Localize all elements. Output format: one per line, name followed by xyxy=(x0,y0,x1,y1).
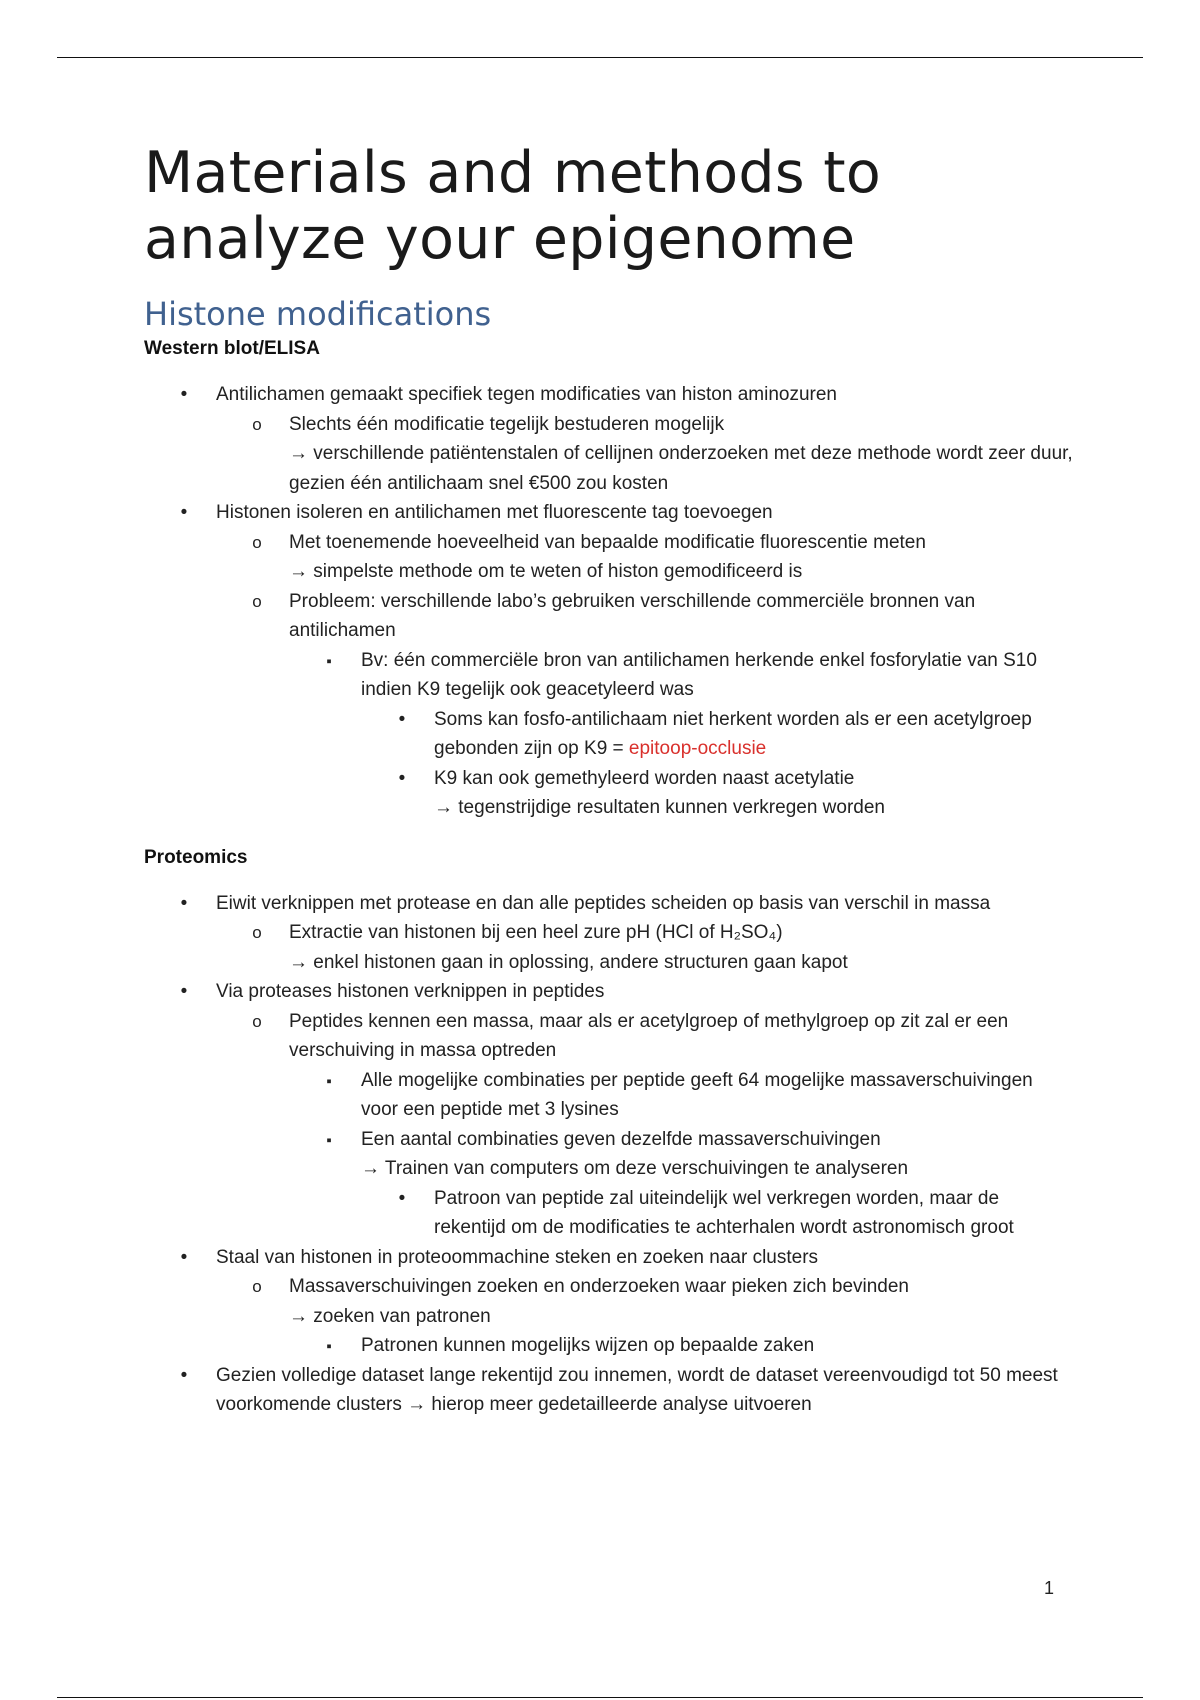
page-number: 1 xyxy=(1044,1578,1055,1598)
list-item: o Probleem: verschillende labo’s gebruiken verschillende commerciële bronnen van antilichamen xyxy=(144,587,1074,646)
bullet-icon xyxy=(392,764,412,794)
bullet-icon xyxy=(392,705,412,735)
subheading-western-blot: Western blot/ELISA xyxy=(144,338,320,359)
list-item: o Extractie van histonen bij een heel zure pH (HCl of H₂SO₄) → enkel histonen gaan in oplossing, andere structuren gaan kapot xyxy=(144,918,1074,977)
western-blot-list xyxy=(144,380,1074,823)
header-rule xyxy=(57,57,1143,58)
square-bullet-icon xyxy=(319,646,339,677)
section-heading: Histone modifications xyxy=(144,295,492,333)
circle-bullet-icon xyxy=(247,410,267,440)
proteomics-list xyxy=(144,889,1074,1420)
square-bullet-icon xyxy=(319,1125,339,1156)
circle-bullet-icon xyxy=(247,528,267,558)
footer-rule xyxy=(57,1697,1143,1698)
circle-bullet-icon xyxy=(247,1007,267,1037)
list-item: o Massaverschuivingen zoeken en onderzoeken waar pieken zich bevinden → zoeken van patronen xyxy=(144,1272,1074,1331)
bullet-icon xyxy=(174,498,194,528)
square-bullet-icon xyxy=(319,1331,339,1362)
list-item: • Via proteases histonen verknippen in peptides xyxy=(144,977,1074,1007)
list-item: • Antilichamen gemaakt specifiek tegen modificaties van histon aminozuren xyxy=(144,380,1074,410)
bullet-icon xyxy=(174,1243,194,1273)
circle-bullet-icon xyxy=(247,1272,267,1302)
list-item: • Patroon van peptide zal uiteindelijk wel verkregen worden, maar de rekentijd om de modificaties te achterhalen wordt astronomisch groot xyxy=(144,1184,1074,1243)
list-item: • Histonen isoleren en antilichamen met fluorescente tag toevoegen xyxy=(144,498,1074,528)
list-item: o Met toenemende hoeveelheid van bepaalde modificatie fluorescentie meten → simpelste methode om te weten of histon gemodificeerd is xyxy=(144,528,1074,587)
epitope-occlusion-term: epitoop-occlusie xyxy=(628,738,767,759)
circle-bullet-icon xyxy=(247,918,267,948)
bullet-icon xyxy=(392,1184,412,1214)
list-item: ▪ Patronen kunnen mogelijks wijzen op bepaalde zaken xyxy=(144,1331,1074,1361)
list-item: ▪ Een aantal combinaties geven dezelfde massaverschuivingen → Trainen van computers om deze verschuivingen te analyseren xyxy=(144,1125,1074,1184)
page-content xyxy=(144,140,1074,1420)
document-title: Materials and methods to analyze your epigenome xyxy=(144,140,882,272)
square-bullet-icon xyxy=(319,1066,339,1097)
list-item: o Slechts één modificatie tegelijk bestuderen mogelijk → verschillende patiëntenstalen of cellijnen onderzoeken met deze methode wordt zeer duur, gezien één antilichaam snel €500 zou kosten xyxy=(144,410,1074,499)
circle-bullet-icon xyxy=(247,587,267,617)
list-item: • Soms kan fosfo-antilichaam niet herkent worden als er een acetylgroep gebonden zijn op K9 = epitoop-occlusie xyxy=(144,705,1074,764)
bullet-icon xyxy=(174,889,194,919)
list-item: ▪ Alle mogelijke combinaties per peptide geeft 64 mogelijke massaverschuivingen voor een peptide met 3 lysines xyxy=(144,1066,1074,1125)
bullet-icon xyxy=(174,977,194,1007)
list-item: • Staal van histonen in proteoommachine steken en zoeken naar clusters xyxy=(144,1243,1074,1273)
bullet-icon xyxy=(174,380,194,410)
list-item: • K9 kan ook gemethyleerd worden naast acetylatie → tegenstrijdige resultaten kunnen verkregen worden xyxy=(144,764,1074,823)
list-item: ▪ Bv: één commerciële bron van antilichamen herkende enkel fosforylatie van S10 indien K9 tegelijk ook geacetyleerd was xyxy=(144,646,1074,705)
subheading-proteomics: Proteomics xyxy=(144,846,248,868)
bullet-icon xyxy=(174,1361,194,1391)
list-item: o Peptides kennen een massa, maar als er acetylgroep of methylgroep op zit zal er een verschuiving in massa optreden xyxy=(144,1007,1074,1066)
list-item: • Eiwit verknippen met protease en dan alle peptides scheiden op basis van verschil in massa xyxy=(144,889,1074,919)
list-item: • Gezien volledige dataset lange rekentijd zou innemen, wordt de dataset vereenvoudigd tot 50 meest voorkomende clusters → hierop meer gedetailleerde analyse uitvoeren xyxy=(144,1361,1074,1420)
